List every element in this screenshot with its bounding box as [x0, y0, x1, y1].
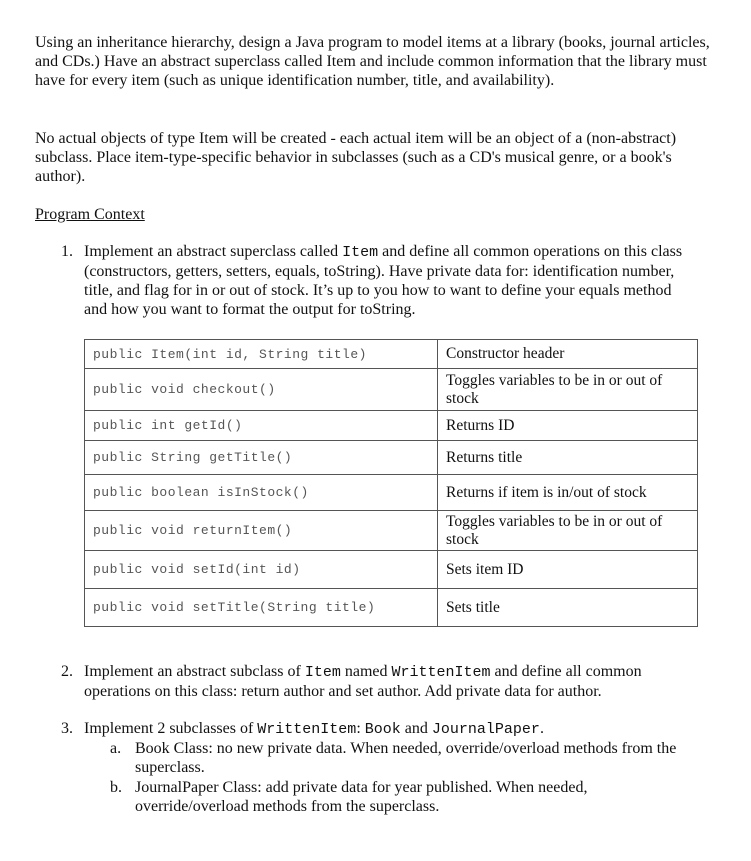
intro-paragraph: Using an inheritance hierarchy, design a Java program to model items at a library (books, journal articles, and CDs.) Have an abstract superclass called Item and include common information that the library must have for every item (such as unique identification number, title, and availability).: [35, 34, 710, 89]
list-number: 1.: [61, 243, 73, 260]
method-signature: public Item(int id, String title): [85, 340, 438, 369]
method-signature: public int getId(): [85, 411, 438, 441]
method-description: Returns ID: [438, 411, 698, 441]
method-signature: public void setTitle(String title): [85, 589, 438, 627]
method-signature: public void checkout(): [85, 369, 438, 411]
list-item-text: Implement an abstract subclass of Item named WrittenItem and define all common operations on this class: return author and set author. Add private data for author.: [84, 663, 642, 700]
sub-list-letter: b.: [110, 779, 122, 796]
table-row: [85, 589, 698, 627]
method-description: Constructor header: [438, 340, 698, 369]
sub-list-text: JournalPaper Class: add private data for year published. When needed, override/overload methods from the superclass.: [135, 779, 588, 815]
table-row: [85, 340, 698, 369]
method-description: Toggles variables to be in or out of stock: [438, 511, 698, 551]
method-signature: public String getTitle(): [85, 441, 438, 475]
method-description: Sets title: [438, 589, 698, 627]
list-item-text: Implement an abstract superclass called Item and define all common operations on this class (constructors, getters, setters, equals, toString). Have private data for: identification number, title, and flag for in or out of stock. It’s up to you how to want to define your equals method and how you want to format the output for toString.: [84, 243, 683, 318]
method-description: Returns if item is in/out of stock: [438, 475, 698, 511]
method-description: Sets item ID: [438, 551, 698, 589]
list-number: 2.: [61, 663, 73, 680]
list-item-text: Implement 2 subclasses of WrittenItem: Book and JournalPaper.: [84, 720, 544, 738]
method-description: Returns title: [438, 441, 698, 475]
method-table: [84, 339, 698, 627]
section-heading: Program Context: [35, 206, 145, 223]
sub-list-letter: a.: [110, 740, 122, 757]
table-row: [85, 411, 698, 441]
table-row: [85, 369, 698, 411]
sub-list-text: Book Class: no new private data. When needed, override/overload methods from the superclass.: [135, 740, 677, 776]
method-signature: public void returnItem(): [85, 511, 438, 551]
table-row: [85, 475, 698, 511]
table-row: [85, 551, 698, 589]
table-row: [85, 441, 698, 475]
list-number: 3.: [61, 720, 73, 737]
method-signature: public void setId(int id): [85, 551, 438, 589]
table-row: [85, 511, 698, 551]
method-signature: public boolean isInStock(): [85, 475, 438, 511]
method-description: Toggles variables to be in or out of stock: [438, 369, 698, 411]
second-paragraph: No actual objects of type Item will be created - each actual item will be an object of a (non-abstract) subclass. Place item-type-specific behavior in subclasses (such as a CD's musical genre, or a book's author).: [35, 130, 677, 185]
